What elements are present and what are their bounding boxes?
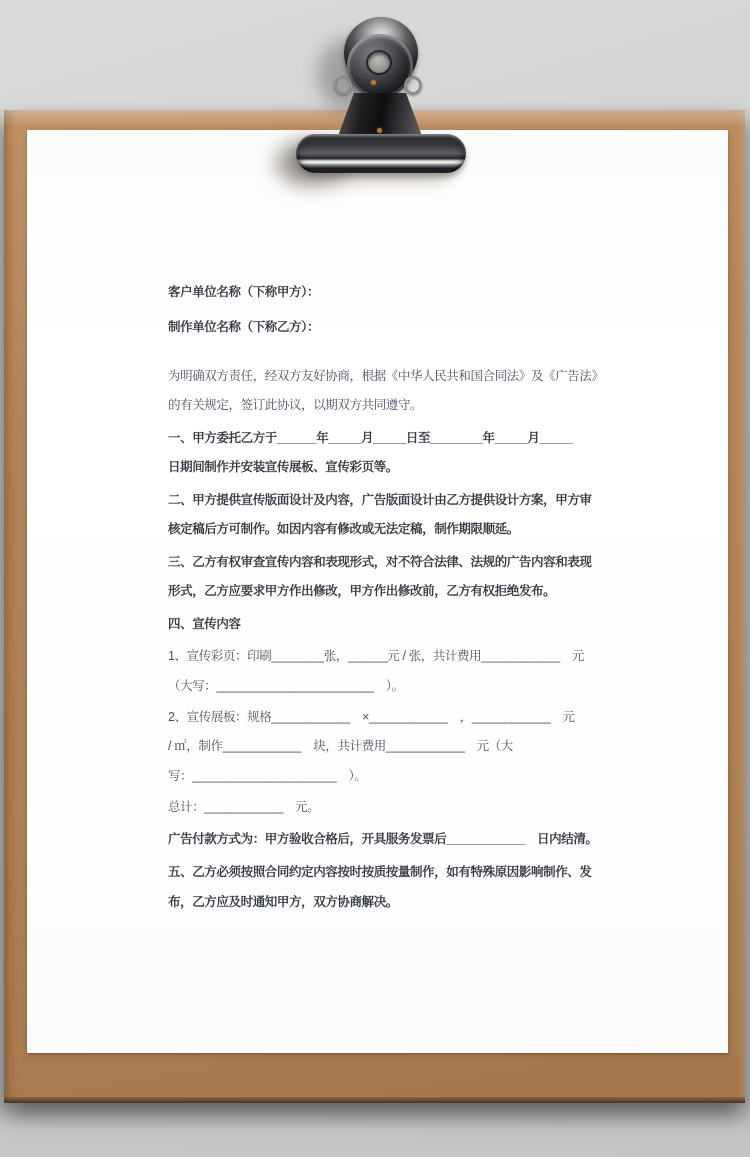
contract-item-2: 2、宣传展板：规格____________ ×____________ ，____________ 元 bbox=[168, 710, 575, 724]
clip-spring-loop-right bbox=[404, 76, 422, 95]
clip-reflection-dot bbox=[371, 80, 376, 85]
clip-reflection-dot bbox=[377, 128, 382, 133]
contract-heading: 制作单位名称（下称乙方）： bbox=[168, 320, 320, 334]
contract-item-1: 1、宣传彩页：印刷________张，______元 / 张，共计费用____________ 元 bbox=[168, 649, 585, 663]
clip-spring-loop-left bbox=[334, 76, 352, 95]
contract-paper bbox=[27, 130, 728, 1053]
clip-knob-hole bbox=[368, 52, 390, 73]
contract-line: / ㎡，制作____________ 块，共计费用____________ 元（大 bbox=[168, 739, 513, 753]
contract-heading: 客户单位名称（下称甲方）： bbox=[168, 285, 320, 299]
contract-clause-2: 二、甲方提供宣传版面设计及内容，广告版面设计由乙方提供设计方案，甲方审 bbox=[168, 493, 592, 507]
contract-line: 布，乙方应及时通知甲方，双方协商解决。 bbox=[168, 895, 398, 909]
contract-line: 日期间制作并安装宣传展板、宣传彩页等。 bbox=[168, 460, 398, 474]
contract-line: 写：______________________ ）。 bbox=[168, 769, 367, 783]
contract-clause-5: 五、乙方必须按照合同约定内容按时按质按量制作，如有特殊原因影响制作、发 bbox=[168, 865, 592, 879]
contract-line: 的有关规定，签订此协议，以期双方共同遵守。 bbox=[168, 398, 423, 412]
contract-line: 为明确双方责任，经双方友好协商，根据《中华人民共和国合同法》及《广告法》 bbox=[168, 369, 604, 383]
contract-clause-3: 三、乙方有权审查宣传内容和表现形式，对不符合法律、法规的广告内容和表现 bbox=[168, 555, 592, 569]
contract-clause-4: 四、宣传内容 bbox=[168, 617, 241, 631]
contract-total-line: 总计：____________ 元。 bbox=[168, 800, 320, 814]
contract-line: 形式，乙方应要求甲方作出修改，甲方作出修改前，乙方有权拒绝发布。 bbox=[168, 584, 556, 598]
clip-bar bbox=[296, 134, 466, 173]
contract-line: （大写：________________________ ）。 bbox=[168, 679, 404, 693]
contract-line: 核定稿后方可制作。如因内容有修改或无法定稿，制作期限顺延。 bbox=[168, 522, 519, 536]
contract-clause-1: 一、甲方委托乙方于______年_____月_____日至________年_____月_____ bbox=[168, 431, 573, 445]
contract-payment-line: 广告付款方式为：甲方验收合格后，开具服务发票后____________ 日内结清。 bbox=[168, 832, 598, 846]
